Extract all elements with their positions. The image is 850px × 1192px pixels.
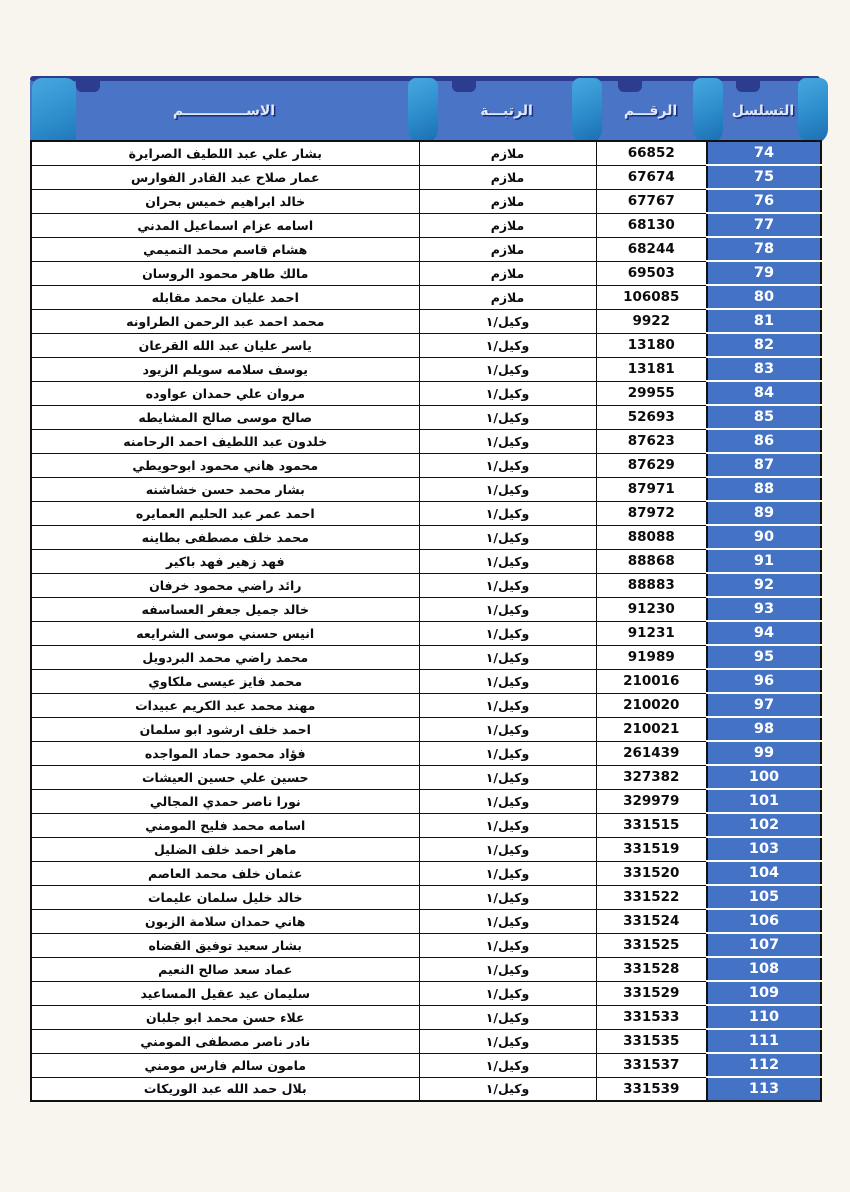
table-row (31, 261, 821, 285)
number-cell: 331515 (596, 813, 707, 837)
name-cell: بشار علي عبد اللطيف الصرايرة (31, 141, 419, 165)
number-cell: 210020 (596, 693, 707, 717)
table-row (31, 1005, 821, 1029)
serial-cell: 87 (707, 453, 821, 477)
rank-cell: ملازم (419, 141, 596, 165)
name-cell: نورا ناصر حمدي المجالي (31, 789, 419, 813)
serial-cell: 94 (707, 621, 821, 645)
number-cell: 331520 (596, 861, 707, 885)
table-row (31, 429, 821, 453)
serial-cell: 77 (707, 213, 821, 237)
number-cell: 261439 (596, 741, 707, 765)
name-cell: هاني حمدان سلامة الزبون (31, 909, 419, 933)
name-cell: خلدون عبد اللطيف احمد الرحامنه (31, 429, 419, 453)
number-cell: 106085 (596, 285, 707, 309)
serial-cell: 95 (707, 645, 821, 669)
rank-cell: وكيل/١ (419, 621, 596, 645)
table-header-band (30, 76, 820, 140)
rank-cell: وكيل/١ (419, 357, 596, 381)
table-row (31, 405, 821, 429)
table-body (31, 141, 821, 1101)
name-cell: حسين علي حسين العيشات (31, 765, 419, 789)
number-cell: 329979 (596, 789, 707, 813)
table-row (31, 381, 821, 405)
rank-cell: وكيل/١ (419, 453, 596, 477)
table-row (31, 285, 821, 309)
name-cell: خالد جميل جعفر العساسفه (31, 597, 419, 621)
number-cell: 88868 (596, 549, 707, 573)
table-row (31, 981, 821, 1005)
name-cell: نادر ناصر مصطفى المومني (31, 1029, 419, 1053)
table-row (31, 885, 821, 909)
table-row (31, 645, 821, 669)
number-cell: 91231 (596, 621, 707, 645)
table-row (31, 909, 821, 933)
serial-cell: 83 (707, 357, 821, 381)
column-header-serial: التسلسل (731, 102, 795, 119)
number-cell: 87629 (596, 453, 707, 477)
number-cell: 331522 (596, 885, 707, 909)
serial-cell: 101 (707, 789, 821, 813)
name-cell: اسامه عزام اسماعيل المدني (31, 213, 419, 237)
number-cell: 88088 (596, 525, 707, 549)
table-row (31, 1053, 821, 1077)
number-cell: 91230 (596, 597, 707, 621)
table-row (31, 549, 821, 573)
rank-cell: وكيل/١ (419, 981, 596, 1005)
personnel-roster-table (30, 140, 822, 1102)
rank-cell: وكيل/١ (419, 525, 596, 549)
name-cell: اسامه محمد فليح المومني (31, 813, 419, 837)
serial-cell: 102 (707, 813, 821, 837)
name-cell: سليمان عيد عقيل المساعيد (31, 981, 419, 1005)
serial-cell: 93 (707, 597, 821, 621)
rank-cell: وكيل/١ (419, 549, 596, 573)
table-row (31, 789, 821, 813)
name-cell: مالك طاهر محمود الروسان (31, 261, 419, 285)
serial-cell: 75 (707, 165, 821, 189)
number-cell: 68244 (596, 237, 707, 261)
table-row (31, 237, 821, 261)
serial-cell: 80 (707, 285, 821, 309)
column-header-name: الاســـــــــــــم (172, 102, 276, 119)
serial-cell: 96 (707, 669, 821, 693)
table-row (31, 357, 821, 381)
rank-cell: ملازم (419, 237, 596, 261)
name-cell: علاء حسن محمد ابو جلبان (31, 1005, 419, 1029)
number-cell: 331533 (596, 1005, 707, 1029)
serial-cell: 98 (707, 717, 821, 741)
serial-cell: 82 (707, 333, 821, 357)
number-cell: 52693 (596, 405, 707, 429)
name-cell: ياسر عليان عبد الله القرعان (31, 333, 419, 357)
serial-cell: 97 (707, 693, 821, 717)
column-header-number: الرقـــم (623, 102, 678, 119)
number-cell: 88883 (596, 573, 707, 597)
serial-cell: 89 (707, 501, 821, 525)
number-cell: 67767 (596, 189, 707, 213)
name-cell: انيس حسني موسى الشرايعه (31, 621, 419, 645)
number-cell: 87972 (596, 501, 707, 525)
number-cell: 331528 (596, 957, 707, 981)
rank-cell: وكيل/١ (419, 309, 596, 333)
rank-cell: وكيل/١ (419, 1005, 596, 1029)
serial-cell: 86 (707, 429, 821, 453)
table-row (31, 933, 821, 957)
rank-cell: وكيل/١ (419, 861, 596, 885)
table-row (31, 189, 821, 213)
name-cell: خالد خليل سلمان عليمات (31, 885, 419, 909)
rank-cell: وكيل/١ (419, 885, 596, 909)
name-cell: محمد خلف مصطفى بطاينه (31, 525, 419, 549)
number-cell: 331539 (596, 1077, 707, 1101)
name-cell: مروان علي حمدان عواوده (31, 381, 419, 405)
table-row (31, 1029, 821, 1053)
table-row (31, 141, 821, 165)
rank-cell: وكيل/١ (419, 909, 596, 933)
table-row (31, 741, 821, 765)
header-row (30, 81, 820, 140)
table-row (31, 837, 821, 861)
name-cell: خالد ابراهيم خميس بحران (31, 189, 419, 213)
number-cell: 331537 (596, 1053, 707, 1077)
rank-cell: وكيل/١ (419, 837, 596, 861)
rank-cell: ملازم (419, 189, 596, 213)
table-row (31, 717, 821, 741)
table-row (31, 453, 821, 477)
table-row (31, 309, 821, 333)
name-cell: ماهر احمد خلف الضليل (31, 837, 419, 861)
number-cell: 13181 (596, 357, 707, 381)
rank-cell: ملازم (419, 165, 596, 189)
rank-cell: وكيل/١ (419, 429, 596, 453)
rank-cell: وكيل/١ (419, 477, 596, 501)
name-cell: محمد احمد عبد الرحمن الطراونه (31, 309, 419, 333)
name-cell: فهد زهير فهد باكير (31, 549, 419, 573)
rank-cell: وكيل/١ (419, 333, 596, 357)
serial-cell: 105 (707, 885, 821, 909)
serial-cell: 92 (707, 573, 821, 597)
serial-cell: 91 (707, 549, 821, 573)
number-cell: 29955 (596, 381, 707, 405)
rank-cell: وكيل/١ (419, 957, 596, 981)
serial-cell: 84 (707, 381, 821, 405)
name-cell: بلال حمد الله عبد الوريكات (31, 1077, 419, 1101)
rank-cell: ملازم (419, 213, 596, 237)
name-cell: عماد سعد صالح النعيم (31, 957, 419, 981)
rank-cell: وكيل/١ (419, 573, 596, 597)
rank-cell: وكيل/١ (419, 789, 596, 813)
column-header-rank: الرتبـــة (480, 102, 533, 119)
name-cell: محمد راضي محمد البردويل (31, 645, 419, 669)
number-cell: 9922 (596, 309, 707, 333)
table-row (31, 573, 821, 597)
number-cell: 68130 (596, 213, 707, 237)
rank-cell: وكيل/١ (419, 501, 596, 525)
table-row (31, 957, 821, 981)
table-row (31, 477, 821, 501)
number-cell: 210016 (596, 669, 707, 693)
number-cell: 69503 (596, 261, 707, 285)
rank-cell: ملازم (419, 261, 596, 285)
table-row (31, 1077, 821, 1101)
table-row (31, 693, 821, 717)
number-cell: 66852 (596, 141, 707, 165)
rank-cell: وكيل/١ (419, 717, 596, 741)
rank-cell: ملازم (419, 285, 596, 309)
number-cell: 331524 (596, 909, 707, 933)
number-cell: 331529 (596, 981, 707, 1005)
serial-cell: 76 (707, 189, 821, 213)
serial-cell: 100 (707, 765, 821, 789)
rank-cell: وكيل/١ (419, 1029, 596, 1053)
rank-cell: وكيل/١ (419, 381, 596, 405)
rank-cell: وكيل/١ (419, 933, 596, 957)
rank-cell: وكيل/١ (419, 597, 596, 621)
number-cell: 331535 (596, 1029, 707, 1053)
number-cell: 67674 (596, 165, 707, 189)
number-cell: 327382 (596, 765, 707, 789)
rank-cell: وكيل/١ (419, 813, 596, 837)
table-row (31, 165, 821, 189)
serial-cell: 81 (707, 309, 821, 333)
table-row (31, 669, 821, 693)
serial-cell: 85 (707, 405, 821, 429)
name-cell: عثمان خلف محمد العاصم (31, 861, 419, 885)
table-row (31, 525, 821, 549)
serial-cell: 74 (707, 141, 821, 165)
table-row (31, 861, 821, 885)
serial-cell: 88 (707, 477, 821, 501)
serial-cell: 113 (707, 1077, 821, 1101)
name-cell: عمار صلاح عبد القادر الفوارس (31, 165, 419, 189)
table-row (31, 333, 821, 357)
table-row (31, 765, 821, 789)
rank-cell: وكيل/١ (419, 645, 596, 669)
number-cell: 13180 (596, 333, 707, 357)
name-cell: صالح موسى صالح المشايطه (31, 405, 419, 429)
serial-cell: 106 (707, 909, 821, 933)
serial-cell: 109 (707, 981, 821, 1005)
rank-cell: وكيل/١ (419, 1053, 596, 1077)
name-cell: احمد عمر عبد الحليم العمايره (31, 501, 419, 525)
table-row (31, 621, 821, 645)
name-cell: فؤاد محمود حماد المواجده (31, 741, 419, 765)
name-cell: احمد خلف ارشود ابو سلمان (31, 717, 419, 741)
serial-cell: 104 (707, 861, 821, 885)
name-cell: هشام قاسم محمد التميمي (31, 237, 419, 261)
number-cell: 210021 (596, 717, 707, 741)
serial-cell: 110 (707, 1005, 821, 1029)
name-cell: محمود هاني محمود ابوحويطي (31, 453, 419, 477)
name-cell: يوسف سلامه سويلم الزيود (31, 357, 419, 381)
serial-cell: 112 (707, 1053, 821, 1077)
rank-cell: وكيل/١ (419, 669, 596, 693)
name-cell: بشار سعيد توفيق القضاه (31, 933, 419, 957)
serial-cell: 79 (707, 261, 821, 285)
rank-cell: وكيل/١ (419, 693, 596, 717)
serial-cell: 99 (707, 741, 821, 765)
name-cell: بشار محمد حسن خشاشنه (31, 477, 419, 501)
rank-cell: وكيل/١ (419, 741, 596, 765)
table-row (31, 501, 821, 525)
number-cell: 87971 (596, 477, 707, 501)
serial-cell: 78 (707, 237, 821, 261)
rank-cell: وكيل/١ (419, 1077, 596, 1101)
number-cell: 91989 (596, 645, 707, 669)
number-cell: 331525 (596, 933, 707, 957)
rank-cell: وكيل/١ (419, 405, 596, 429)
table-row (31, 597, 821, 621)
serial-cell: 103 (707, 837, 821, 861)
name-cell: رائد راضي محمود خرفان (31, 573, 419, 597)
rank-cell: وكيل/١ (419, 765, 596, 789)
name-cell: احمد عليان محمد مقابله (31, 285, 419, 309)
serial-cell: 90 (707, 525, 821, 549)
name-cell: محمد فايز عيسى ملكاوي (31, 669, 419, 693)
serial-cell: 111 (707, 1029, 821, 1053)
serial-cell: 108 (707, 957, 821, 981)
name-cell: مامون سالم فارس مومني (31, 1053, 419, 1077)
number-cell: 331519 (596, 837, 707, 861)
name-cell: مهند محمد عبد الكريم عبيدات (31, 693, 419, 717)
number-cell: 87623 (596, 429, 707, 453)
table-row (31, 213, 821, 237)
table-row (31, 813, 821, 837)
serial-cell: 107 (707, 933, 821, 957)
